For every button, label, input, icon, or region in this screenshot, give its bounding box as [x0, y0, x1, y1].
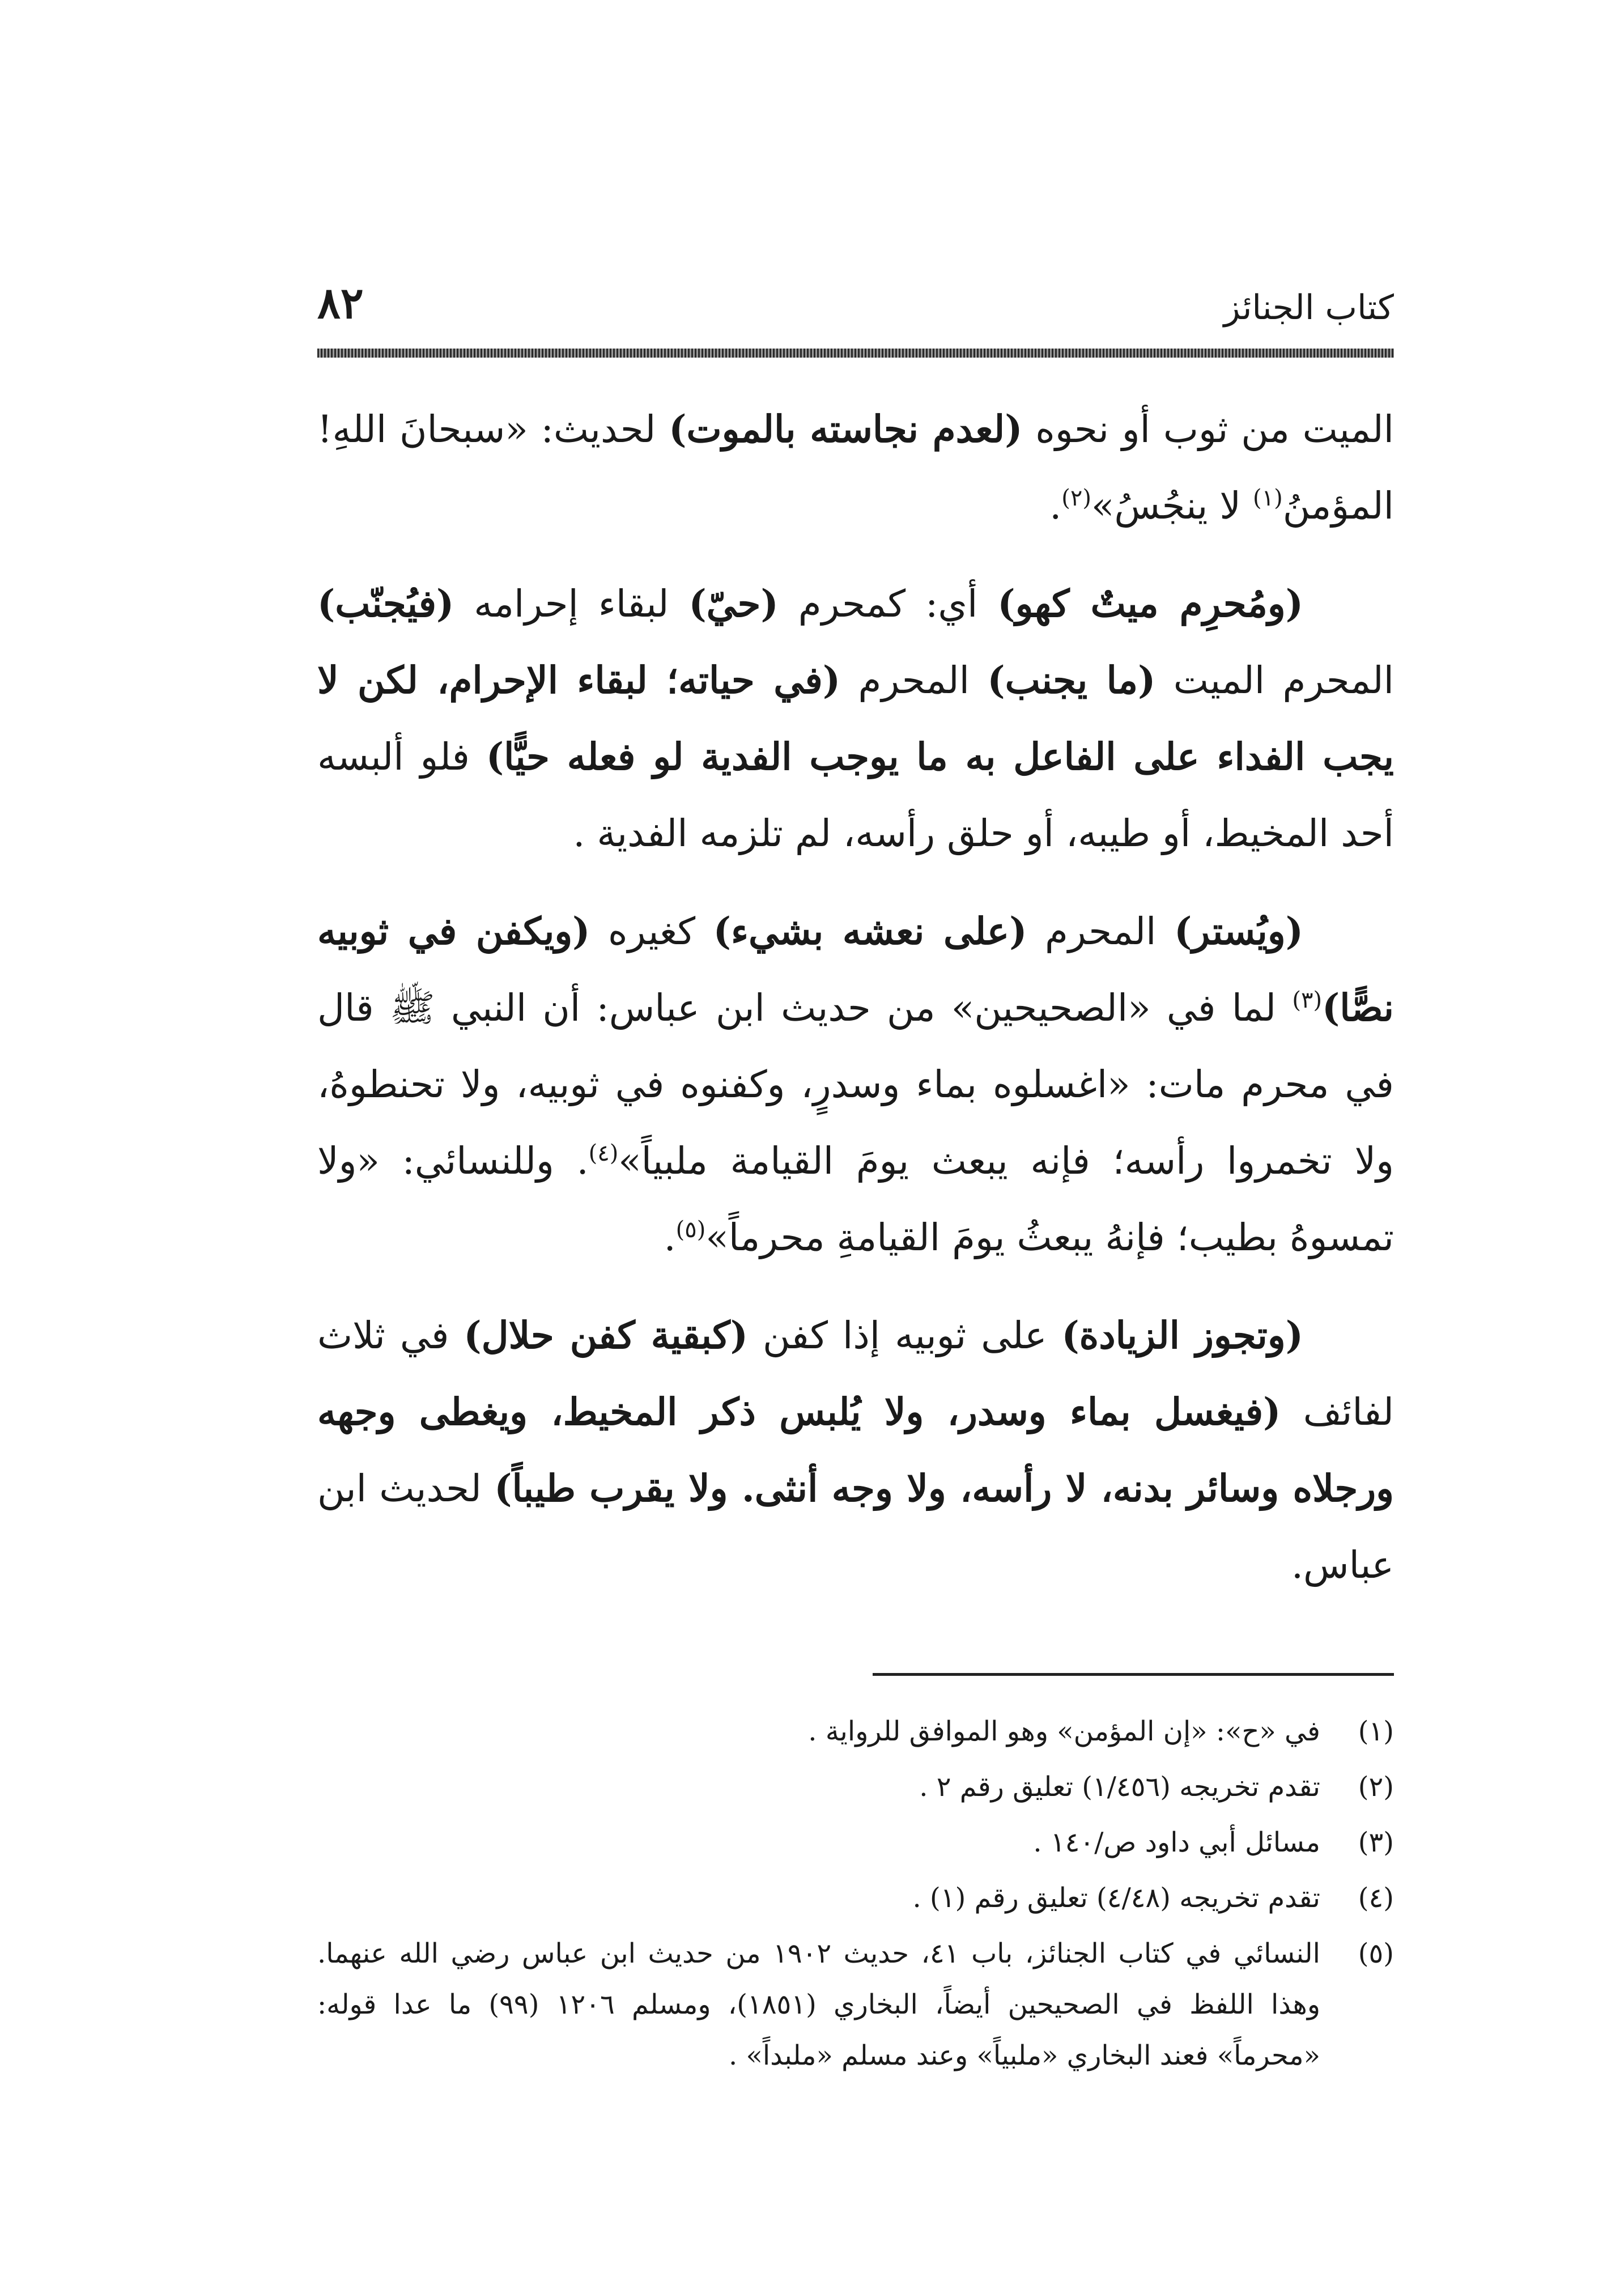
commentary-text: لحديث: «سبحانَ اللهِ! المؤمنُ	[317, 407, 1394, 528]
footnote-number: (٥)	[1358, 1938, 1394, 1969]
main-text	[317, 391, 1394, 1625]
footnote-text: مسائل أبي داود ص/١٤٠ .	[1033, 1827, 1320, 1858]
commentary-text: لبقاء إحرامه	[454, 582, 689, 626]
footnote-number: (٢)	[1358, 1771, 1394, 1803]
footnotes	[317, 1706, 1394, 2086]
footnote-number: (١)	[1358, 1715, 1394, 1747]
footnote	[317, 1706, 1394, 1757]
commentary-text: . وللنسائي: «ولا تمسوهُ بطيب؛ فإنهُ يبعثُ يومَ القيامةِ محرماً»	[317, 1139, 1394, 1259]
commentary-text: كغيره	[590, 910, 713, 953]
commentary-text: لما في «الصحيحين» من حديث ابن عباس: أن النبي ﷺ قال في محرم مات: «اغسلوه بماء وسدرٍ، وكفنوه في ثوبيه، ولا تحنطوهُ، ولا تخمروا رأسه؛ فإنه يبعث يومَ القيامة ملبياً»	[317, 986, 1394, 1183]
footnote-text: تقدم تخريجه (٤/٤٨) تعليق رقم (١) .	[912, 1882, 1320, 1914]
commentary-text: المحرم	[840, 659, 988, 702]
matn-text: (على نعشه بشيء)	[713, 909, 1027, 953]
footnote-separator	[873, 1673, 1394, 1676]
matn-text: (لعدم نجاسته بالموت)	[669, 407, 1023, 451]
matn-text: (فيُجنّب)	[317, 581, 454, 626]
commentary-text: لا ينجُسُ»	[1091, 484, 1253, 528]
matn-text: (وتجوز الزيادة)	[1061, 1313, 1303, 1357]
commentary-text: الميت من ثوب أو نحوه	[1022, 407, 1394, 451]
footnote-text: في «ح»: «إن المؤمن» وهو الموافق للرواية .	[808, 1715, 1320, 1747]
footnote-reference: (١)	[1253, 485, 1283, 511]
commentary-text: المحرم الميت	[1155, 659, 1394, 702]
matn-text: (في حياته؛ لبقاء الإحرام، لكن لا يجب الفداء على الفاعل به ما يوجب الفدية لو فعله حيًّا)	[317, 658, 1394, 779]
commentary-text: فلو ألبسه أحد المخيط، أو طيبه، أو حلق رأسه، لم تلزمه الفدية .	[317, 735, 1394, 855]
commentary-text: على ثوبيه إذا كفن	[748, 1314, 1062, 1357]
chapter-title: كتاب الجنائز	[1223, 288, 1394, 328]
footnote-text: تقدم تخريجه (١/٤٥٦) تعليق رقم ٢ .	[919, 1771, 1320, 1803]
matn-text: (ومُحرِم ميتٌ كهو)	[997, 581, 1303, 626]
footnote-number: (٤)	[1358, 1882, 1394, 1914]
matn-text: (ما يجنب)	[987, 658, 1156, 702]
matn-text: (ويُستر)	[1174, 909, 1303, 953]
matn-text: (حيّ)	[688, 581, 779, 626]
matn-text: (ويكفن في ثوبيه نصًّا)	[317, 909, 1394, 1030]
footnote	[317, 1817, 1394, 1868]
footnote	[317, 1872, 1394, 1923]
commentary-text: .	[1049, 484, 1062, 528]
commentary-text: أي: كمحرم	[778, 582, 998, 626]
commentary-text: المحرم	[1027, 910, 1175, 953]
matn-text: (كبقية كفن حلال)	[464, 1313, 749, 1357]
footnote	[317, 1761, 1394, 1812]
commentary-text: .	[664, 1216, 676, 1259]
paragraph	[317, 391, 1394, 544]
commentary-text: في ثلاث لفائف	[317, 1314, 1394, 1434]
footnote-reference: (٣)	[1292, 987, 1323, 1013]
page-number: ٨٢	[317, 278, 364, 328]
footnote-reference: (٥)	[675, 1217, 706, 1243]
footnote-reference: (٢)	[1061, 485, 1091, 511]
paragraph	[317, 893, 1394, 1276]
running-header	[317, 278, 1394, 340]
footnote	[317, 1928, 1394, 2081]
footnote-text: النسائي في كتاب الجنائز، باب ٤١، حديث ١٩٠٢ من حديث ابن عباس رضي الله عنهما. وهذا اللفظ في الصحيحين أيضاً، البخاري (١٨٥١)، ومسلم ١٢٠٦ (٩٩) ما عدا قوله: «محرماً» فعند البخاري «ملبياً» وعند مسلم «ملبداً» .	[317, 1938, 1321, 2071]
footnote-reference: (٤)	[588, 1140, 619, 1166]
commentary-text: لحديث ابن عباس.	[317, 1467, 1394, 1587]
footnote-number: (٣)	[1358, 1827, 1394, 1858]
header-rule	[317, 349, 1394, 358]
matn-text: (فيغسل بماء وسدر، ولا يُلبس ذكر المخيط، ويغطى وجهه ورجلاه وسائر بدنه، لا رأسه، ولا وجه أنثى. ولا يقرب طيباً)	[317, 1390, 1394, 1510]
paragraph	[317, 1297, 1394, 1603]
paragraph	[317, 566, 1394, 872]
